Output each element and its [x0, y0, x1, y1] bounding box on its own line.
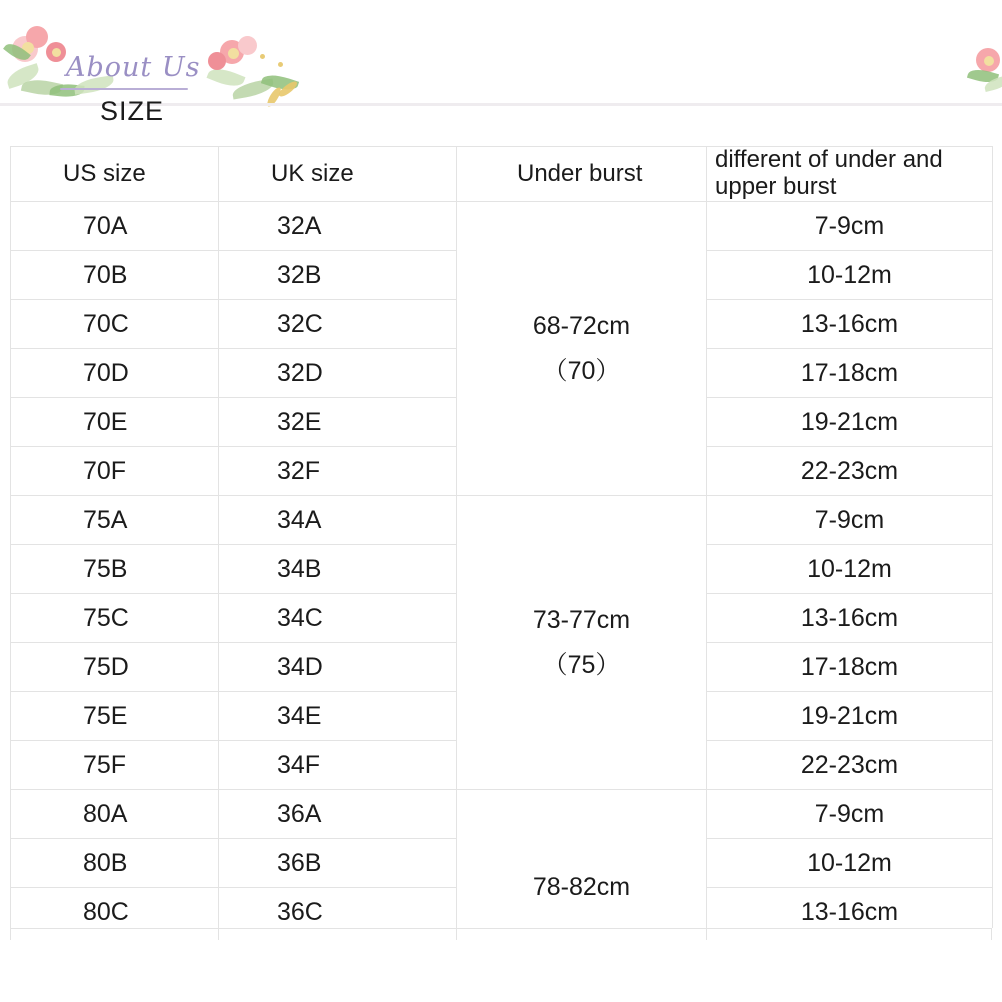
page-title: SIZE — [100, 96, 165, 126]
column-header-us-size — [11, 147, 219, 202]
cell-under-burst-group-2 — [457, 496, 707, 790]
cell-diff-text: 19-21cm — [800, 407, 899, 436]
under-burst-range-text: 73-77cm — [532, 605, 631, 634]
size-table — [10, 146, 993, 986]
cell-diff-text: 17-18cm — [800, 358, 899, 387]
cell-diff — [707, 790, 993, 839]
cell-uk-size — [219, 251, 457, 300]
cell-us-size-text: 75D — [83, 652, 129, 681]
table-header — [11, 147, 993, 202]
table-header-row — [11, 147, 993, 202]
cell-us-size-text: 75A — [83, 505, 128, 534]
under-burst-code-text: （70） — [542, 356, 621, 385]
cell-uk-size-text: 32F — [277, 456, 321, 485]
cell-diff-text: 13-16cm — [800, 309, 899, 338]
cell-diff — [707, 447, 993, 496]
cell-us-size-text: 70A — [83, 211, 128, 240]
cell-uk-size — [219, 790, 457, 839]
cell-uk-size — [219, 349, 457, 398]
cell-uk-size-text: 34A — [277, 505, 322, 534]
cell-diff — [707, 888, 993, 937]
cell-us-size — [11, 447, 219, 496]
cell-diff — [707, 643, 993, 692]
cell-diff — [707, 937, 993, 986]
cell-us-size — [11, 839, 219, 888]
cell-uk-size-text: 36C — [277, 897, 323, 926]
table-row — [11, 496, 993, 545]
cell-uk-size-text: 32D — [277, 358, 323, 387]
cell-uk-size-text: 36B — [277, 848, 322, 877]
cell-diff — [707, 741, 993, 790]
cell-us-size — [11, 545, 219, 594]
cell-diff — [707, 692, 993, 741]
cell-diff-text: 13-16cm — [800, 603, 899, 632]
cell-under-burst-group-3 — [457, 790, 707, 986]
flower-cluster-mid-icon — [208, 36, 318, 110]
cell-us-size — [11, 496, 219, 545]
column-header-diff — [707, 147, 993, 202]
cell-diff — [707, 300, 993, 349]
cell-uk-size — [219, 692, 457, 741]
cell-us-size — [11, 937, 219, 986]
cell-uk-size-text: 36A — [277, 799, 322, 828]
column-header-diff-label: different of under and upper burst — [715, 146, 943, 200]
cell-diff — [707, 349, 993, 398]
cell-diff — [707, 594, 993, 643]
cell-us-size — [11, 692, 219, 741]
cell-diff-text: 13-16cm — [800, 897, 899, 926]
cell-us-size — [11, 790, 219, 839]
table-body — [11, 202, 993, 986]
cell-us-size — [11, 888, 219, 937]
cell-uk-size-text: 32C — [277, 309, 323, 338]
cell-uk-size-text: 34E — [277, 701, 322, 730]
cell-diff — [707, 202, 993, 251]
cell-uk-size — [219, 594, 457, 643]
table-row — [11, 790, 993, 839]
cell-us-size-text: 75F — [83, 750, 127, 779]
cell-uk-size — [219, 888, 457, 937]
under-burst-range-text: 78-82cm — [532, 873, 631, 901]
cell-us-size-text: 80B — [83, 848, 128, 877]
cell-uk-size — [219, 398, 457, 447]
cell-us-size-text: 70B — [83, 260, 128, 289]
cell-uk-size-text: 34B — [277, 554, 322, 583]
cell-diff-text: 10-12m — [807, 260, 892, 289]
cell-diff-text: 22-23cm — [800, 750, 899, 779]
cell-uk-size — [219, 741, 457, 790]
cell-diff-text: 10-12m — [807, 848, 892, 877]
cell-us-size — [11, 643, 219, 692]
flower-cluster-right-icon — [968, 40, 1002, 90]
cell-uk-size — [219, 202, 457, 251]
column-header-under-burst-label: Under burst — [517, 159, 643, 187]
cell-under-burst-group-1 — [457, 202, 707, 496]
column-header-us-size-label: US size — [63, 159, 146, 187]
cell-us-size — [11, 741, 219, 790]
cell-diff-text: 7-9cm — [814, 211, 885, 240]
cell-diff — [707, 839, 993, 888]
script-underline — [60, 88, 188, 90]
cell-uk-size — [219, 937, 457, 986]
cell-us-size — [11, 398, 219, 447]
cell-us-size-text: 70C — [83, 309, 129, 338]
cell-uk-size — [219, 496, 457, 545]
cell-us-size-text: 70D — [83, 358, 129, 387]
cell-diff-text: 7-9cm — [814, 505, 885, 534]
about-us-script-text: About Us — [66, 52, 201, 83]
cell-diff — [707, 251, 993, 300]
cell-diff — [707, 398, 993, 447]
cell-uk-size-text: 34F — [277, 750, 321, 779]
cell-diff — [707, 545, 993, 594]
cell-us-size — [11, 300, 219, 349]
cell-uk-size — [219, 643, 457, 692]
cell-us-size — [11, 594, 219, 643]
cell-us-size-text: 75E — [83, 701, 128, 730]
column-header-uk-size-label: UK size — [271, 159, 354, 187]
cell-uk-size-text: 32E — [277, 407, 322, 436]
cell-us-size-text: 75C — [83, 603, 129, 632]
decorative-header — [0, 0, 1002, 110]
cell-uk-size-text: 32B — [277, 260, 322, 289]
cell-diff — [707, 496, 993, 545]
cell-us-size-text: 80C — [83, 897, 129, 926]
cell-diff-text: 17-18cm — [800, 652, 899, 681]
size-table-container — [10, 146, 992, 986]
cell-diff-text: 7-9cm — [814, 799, 885, 828]
column-header-uk-size — [219, 147, 457, 202]
cell-uk-size-text: 34C — [277, 603, 323, 632]
cell-uk-size — [219, 839, 457, 888]
under-burst-code-text: （75） — [542, 650, 621, 679]
cell-us-size-text: 70F — [83, 456, 127, 485]
under-burst-range-text: 68-72cm — [532, 311, 631, 340]
cell-uk-size — [219, 447, 457, 496]
table-row — [11, 202, 993, 251]
cell-us-size — [11, 349, 219, 398]
cell-uk-size-text: 34D — [277, 652, 323, 681]
cell-uk-size-text: 32A — [277, 211, 322, 240]
cell-us-size — [11, 251, 219, 300]
column-header-under-burst — [457, 147, 707, 202]
cell-uk-size — [219, 300, 457, 349]
cell-diff-text: 19-21cm — [800, 701, 899, 730]
cell-diff-text: 22-23cm — [800, 456, 899, 485]
cell-diff-text: 10-12m — [807, 554, 892, 583]
cell-us-size-text: 80A — [83, 799, 128, 828]
cell-uk-size — [219, 545, 457, 594]
cell-us-size — [11, 202, 219, 251]
cell-us-size-text: 75B — [83, 554, 128, 583]
cell-us-size-text: 70E — [83, 407, 128, 436]
